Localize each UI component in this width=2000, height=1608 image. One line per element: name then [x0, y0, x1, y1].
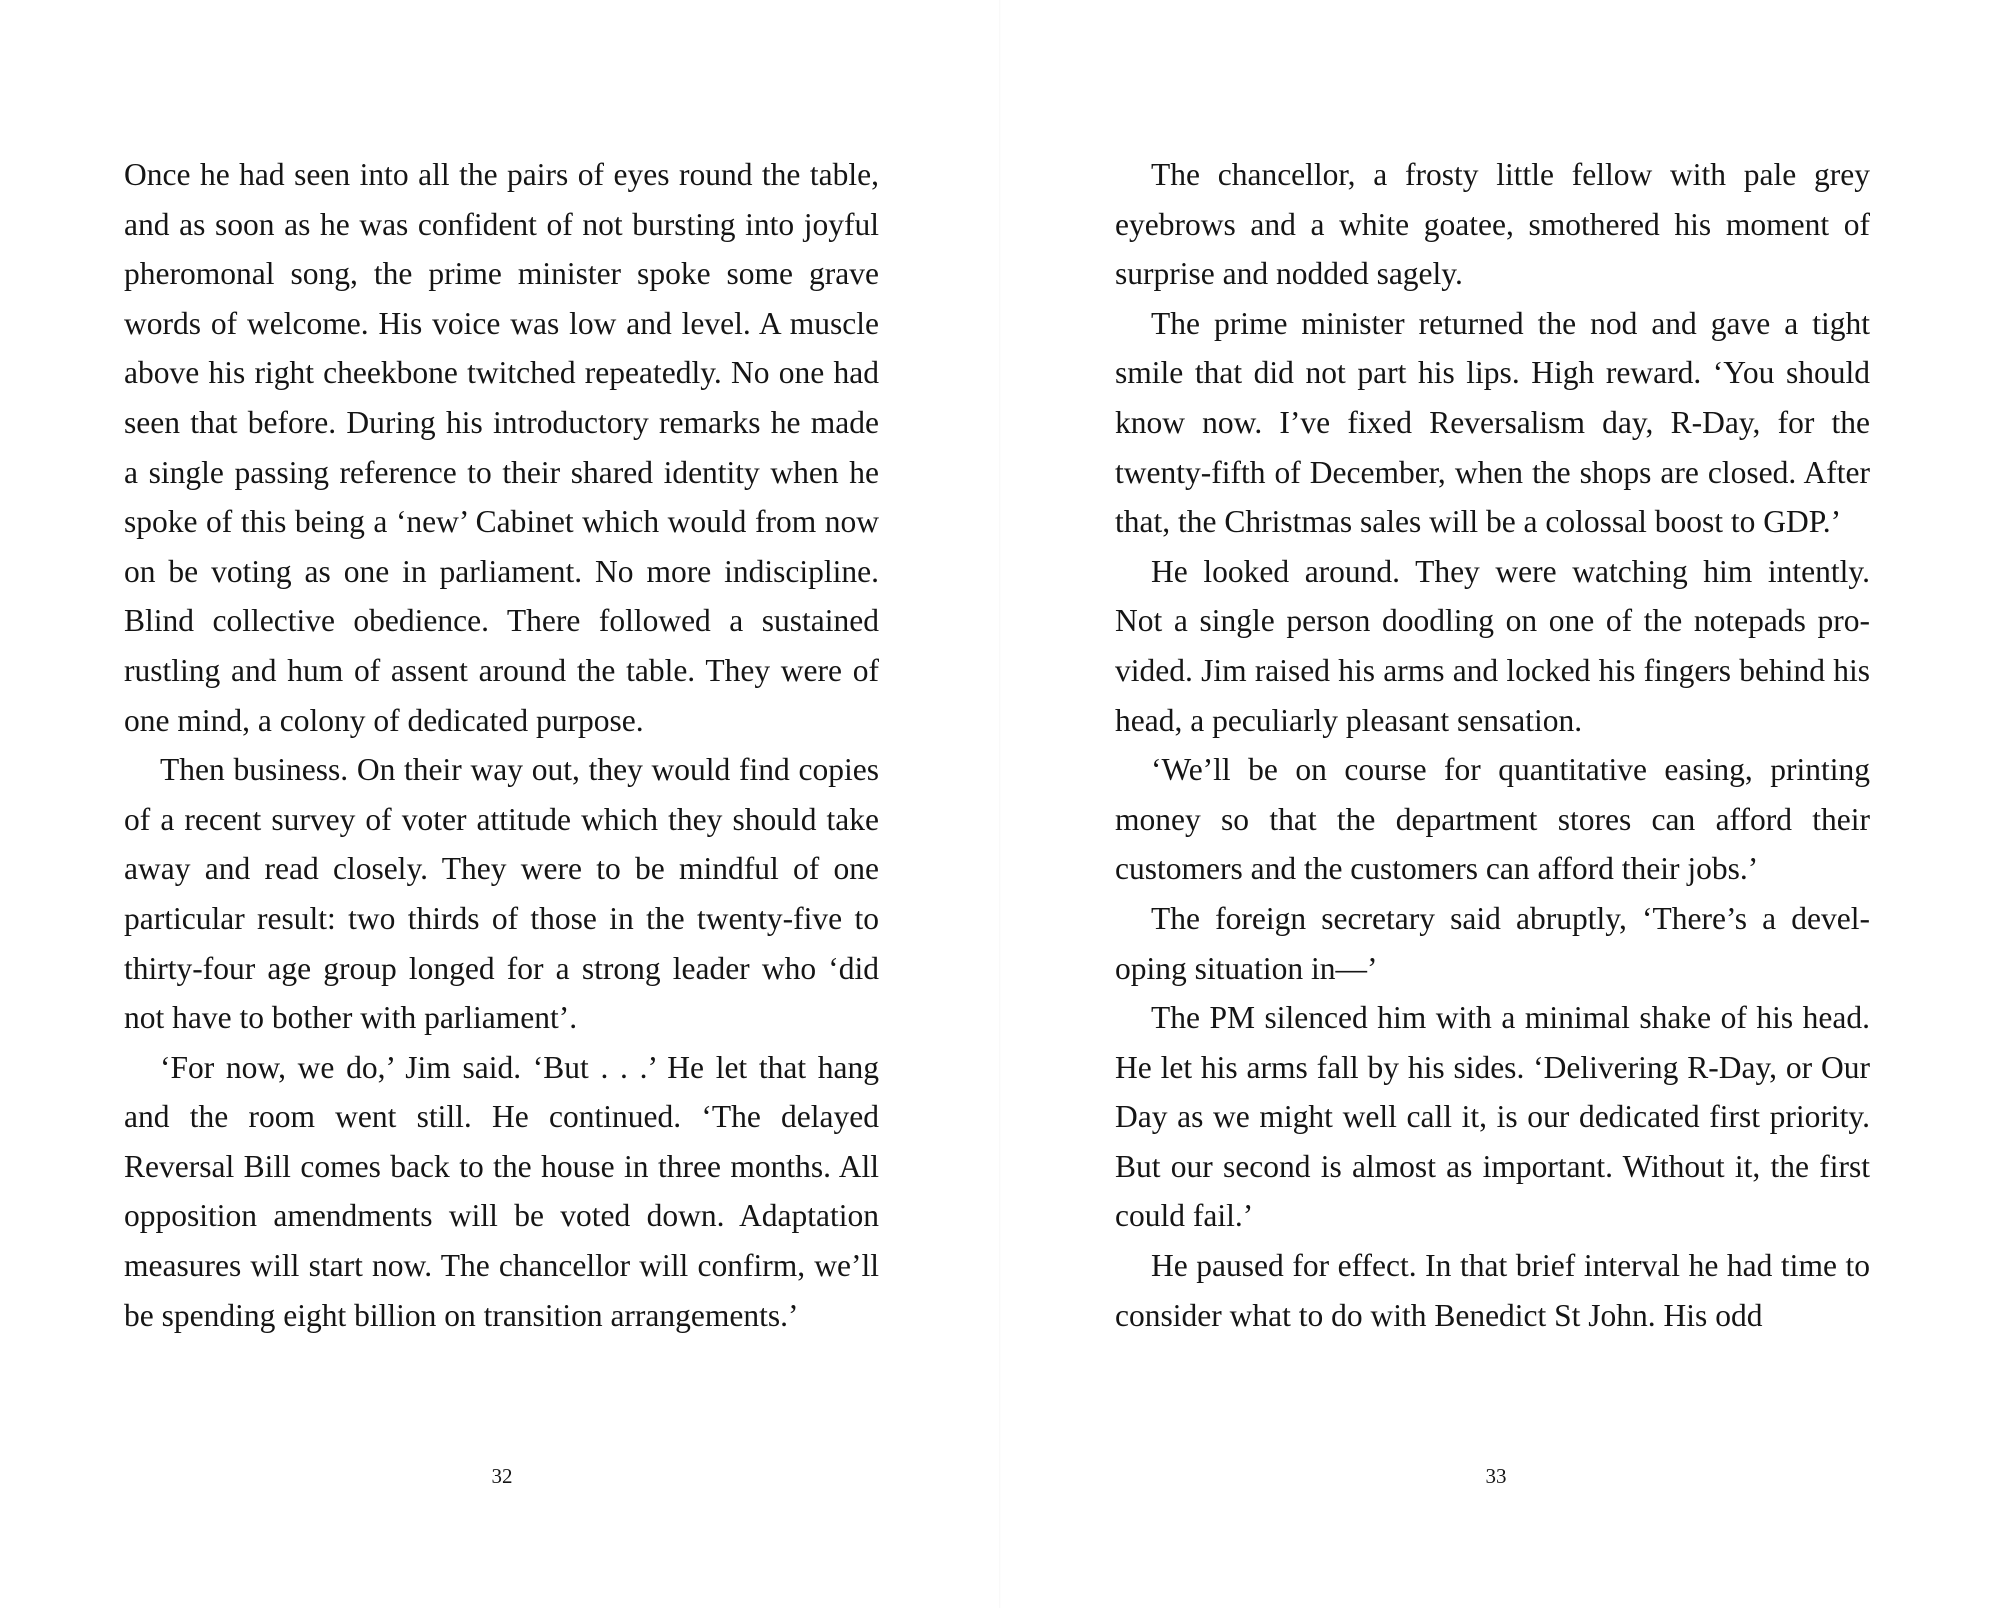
- paragraph: He looked around. They were watching him intently. Not a single person doodling on one of the notepads provided. Jim raised his arms and locked his fingers behind his head, a peculiarly pleasant sensation.: [1115, 553, 1870, 738]
- paragraph: He paused for effect. In that brief interval he had time to consider what to do with Benedict St John. His odd: [1115, 1248, 1870, 1333]
- page-number: 33: [1485, 1464, 1507, 1488]
- page-number: 32: [491, 1464, 513, 1488]
- right-page: [1000, 0, 2000, 1608]
- paragraph: The prime minister returned the nod and gave a tight smile that did not part his lips. High reward. ‘You should know now. I’ve fixed Reversalism day, R-Day, for the twenty-fifth of December, when the shops are closed. After that, the Christmas sales will be a colossal boost to GDP.’: [1115, 305, 1870, 540]
- paragraph: The chancellor, a frosty little fellow with pale grey eyebrows and a white goatee, smothered his moment of surprise and nodded sagely.: [1115, 157, 1870, 292]
- paragraph: Once he had seen into all the pairs of eyes round the table, and as soon as he was confident of not bursting into joyful pheromonal song, the prime minister spoke some grave words of welcome. His voice was low and level. A muscle above his right cheekbone twitched repeatedly. No one had seen that before. During his introductory remarks he made a single passing reference to their shared identity when he spoke of this being a ‘new’ Cabinet which would from now on be voting as one in parliament. No more indiscipline. Blind collective obedience. There followed a sustained rustling and hum of assent around the table. They were of one mind, a colony of dedicated purpose.: [124, 157, 879, 738]
- left-page-body: [124, 150, 879, 1340]
- paragraph: Then business. On their way out, they would find copies of a recent survey of voter attitude which they should take away and read closely. They were to be mindful of one particular result: two thirds of those in the twenty-five to thirty-four age group longed for a strong leader who ‘did not have to bother with parliament’.: [124, 752, 879, 1036]
- paragraph: ‘We’ll be on course for quantitative easing, printing money so that the department stores can afford their customers and the customers can afford their jobs.’: [1115, 752, 1870, 887]
- right-page-body: [1115, 150, 1870, 1340]
- paragraph: ‘For now, we do,’ Jim said. ‘But . . .’ He let that hang and the room went still. He continued. ‘The delayed Reversal Bill comes back to the house in three months. All opposition amendments will be voted down. Adaptation measures will start now. The chancellor will confirm, we’ll be spending eight billion on transition arrangements.’: [124, 1049, 879, 1333]
- paragraph: The PM silenced him with a minimal shake of his head. He let his arms fall by his sides. ‘Delivering R-Day, or Our Day as we might well call it, is our dedicated first priority. But our second is almost as important. Without it, the first could fail.’: [1115, 1000, 1870, 1234]
- paragraph: The foreign secretary said abruptly, ‘There’s a developing situation in—’: [1115, 900, 1870, 986]
